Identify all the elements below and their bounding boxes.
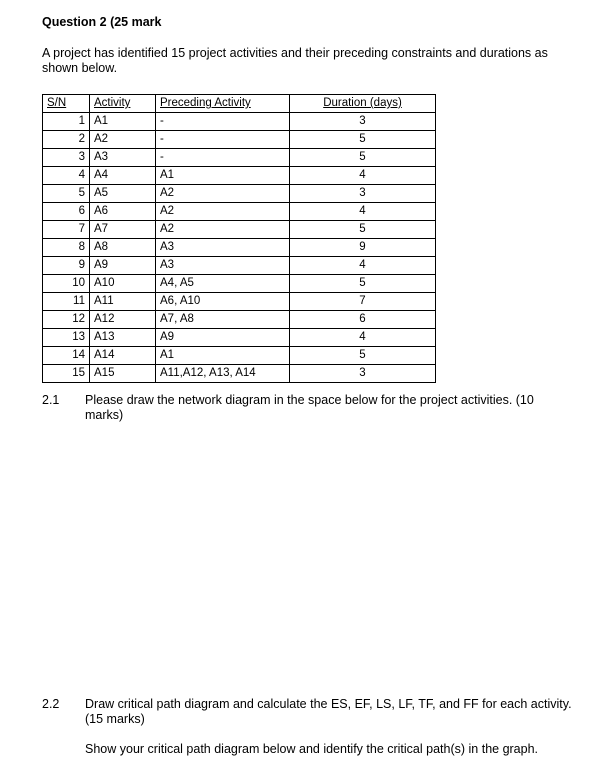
cell-duration: 6 [290,311,436,329]
cell-sn: 1 [43,113,90,131]
cell-sn: 9 [43,257,90,275]
cell-duration: 3 [290,185,436,203]
table-row [43,167,436,185]
cell-preceding: A11,A12, A13, A14 [156,365,290,383]
question-2-2-text: Draw critical path diagram and calculate the ES, EF, LS, LF, TF, and FF for each activity. (15 marks) [85,697,572,726]
cell-preceding: A7, A8 [156,311,290,329]
cell-sn: 15 [43,365,90,383]
table-row [43,113,436,131]
cell-duration: 5 [290,149,436,167]
table-row [43,131,436,149]
table-row [43,149,436,167]
cell-activity: A11 [90,293,156,311]
cell-activity: A13 [90,329,156,347]
cell-activity: A10 [90,275,156,293]
cell-sn: 8 [43,239,90,257]
cell-sn: 12 [43,311,90,329]
cell-sn: 2 [43,131,90,149]
cell-sn: 14 [43,347,90,365]
cell-preceding: A6, A10 [156,293,290,311]
cell-preceding: A2 [156,185,290,203]
question-2-2-number: 2.2 [42,697,60,711]
cell-sn: 5 [43,185,90,203]
table-row [43,311,436,329]
cell-sn: 6 [43,203,90,221]
table-row [43,203,436,221]
table-row [43,275,436,293]
cell-activity: A9 [90,257,156,275]
cell-activity: A2 [90,131,156,149]
cell-duration: 4 [290,257,436,275]
cell-activity: A8 [90,239,156,257]
cell-sn: 10 [43,275,90,293]
table-row [43,329,436,347]
cell-sn: 7 [43,221,90,239]
question-title: Question 2 (25 mark [42,15,162,29]
table-header-row [43,95,436,113]
cell-sn: 11 [43,293,90,311]
cell-duration: 3 [290,113,436,131]
cell-preceding: - [156,113,290,131]
cell-preceding: A4, A5 [156,275,290,293]
header-activity: Activity [90,95,156,113]
cell-activity: A14 [90,347,156,365]
table-row [43,347,436,365]
cell-activity: A5 [90,185,156,203]
cell-duration: 4 [290,203,436,221]
table-row [43,293,436,311]
table-row [43,257,436,275]
table-row [43,185,436,203]
cell-duration: 3 [290,365,436,383]
cell-activity: A3 [90,149,156,167]
cell-preceding: - [156,131,290,149]
intro-paragraph: A project has identified 15 project activities and their preceding constraints and durations as shown below. [42,46,548,75]
table-row [43,221,436,239]
table-row [43,365,436,383]
cell-sn: 3 [43,149,90,167]
cell-duration: 4 [290,167,436,185]
cell-activity: A15 [90,365,156,383]
cell-preceding: A9 [156,329,290,347]
header-sn: S/N [43,95,90,113]
cell-activity: A7 [90,221,156,239]
cell-activity: A6 [90,203,156,221]
cell-duration: 5 [290,131,436,149]
header-preceding: Preceding Activity [156,95,290,113]
cell-duration: 4 [290,329,436,347]
cell-preceding: A1 [156,167,290,185]
cell-duration: 5 [290,221,436,239]
question-2-1-text: Please draw the network diagram in the space below for the project activities. (10 marks) [85,393,534,422]
cell-duration: 5 [290,275,436,293]
header-duration: Duration (days) [290,95,436,113]
cell-sn: 13 [43,329,90,347]
cell-preceding: A3 [156,239,290,257]
activity-table [42,94,436,383]
cell-duration: 7 [290,293,436,311]
question-2-1-number: 2.1 [42,393,60,407]
cell-activity: A1 [90,113,156,131]
cell-preceding: A2 [156,221,290,239]
cell-sn: 4 [43,167,90,185]
cell-preceding: A2 [156,203,290,221]
cell-activity: A4 [90,167,156,185]
cell-duration: 5 [290,347,436,365]
question-2-2-instruction: Show your critical path diagram below and identify the critical path(s) in the graph. [85,742,539,756]
cell-activity: A12 [90,311,156,329]
table-row [43,239,436,257]
cell-preceding: - [156,149,290,167]
cell-duration: 9 [290,239,436,257]
cell-preceding: A1 [156,347,290,365]
cell-preceding: A3 [156,257,290,275]
